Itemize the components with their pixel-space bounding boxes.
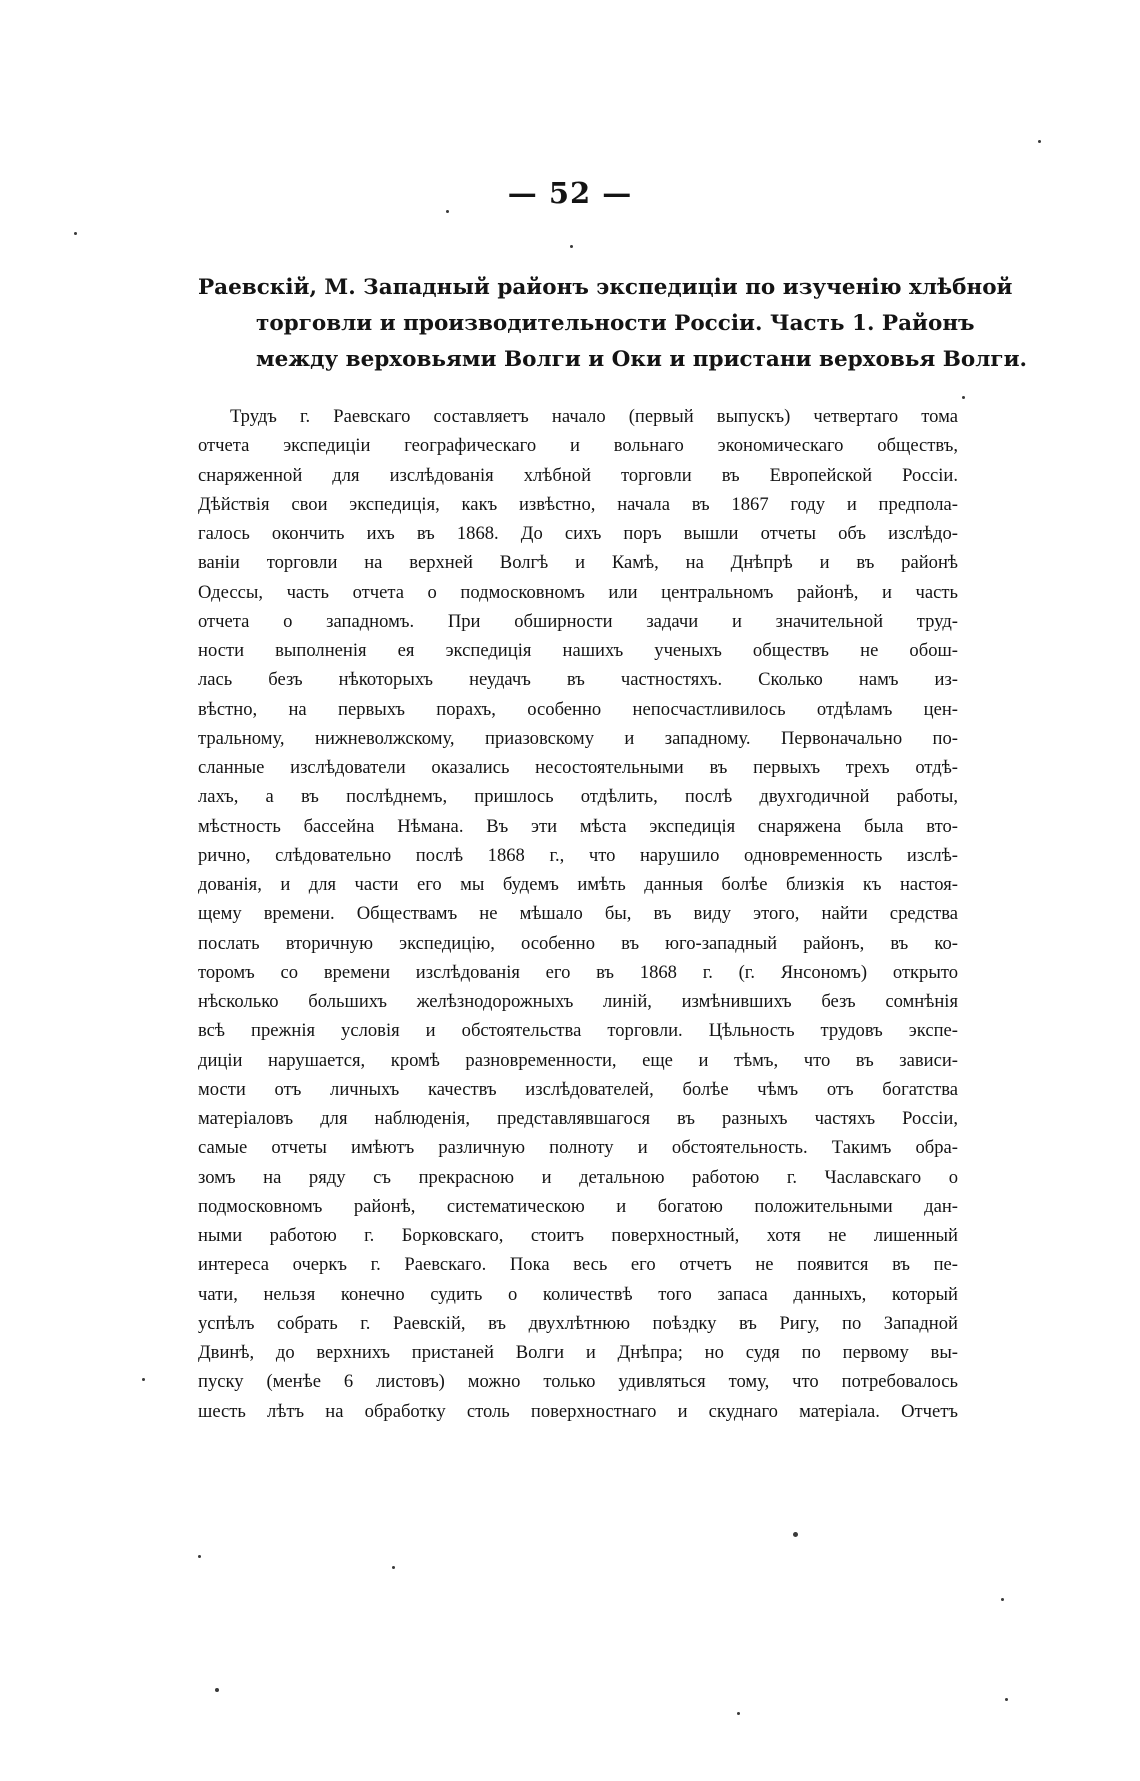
- scan-speck: [392, 1566, 395, 1569]
- scan-speck: [74, 232, 77, 235]
- heading-line: торговли и производительности Россіи. Часть 1. Районъ: [256, 311, 975, 336]
- text-line: Одессы, часть отчета о подмосковномъ или центральномъ районѣ, и часть: [198, 581, 958, 603]
- text-line: подмосковномъ районѣ, систематическою и богатою положительными дан-: [198, 1195, 958, 1217]
- scan-speck: [142, 1378, 145, 1381]
- heading-line: между верховьями Волги и Оки и пристани верховья Волги.: [256, 347, 1028, 372]
- text-line: Дѣйствія свои экспедиція, какъ извѣстно, начала въ 1867 году и предпола-: [198, 493, 958, 515]
- scan-speck: [962, 396, 965, 399]
- text-line: лась безъ нѣкоторыхъ неудачъ въ частностяхъ. Сколько намъ из-: [198, 669, 958, 691]
- text-line: матеріаловъ для наблюденія, представлявшагося въ разныхъ частяхъ Россіи,: [198, 1108, 958, 1129]
- text-line: Трудъ г. Раевскаго составляетъ начало (первый выпускъ) четвертаго тома: [230, 406, 958, 427]
- review-text: [198, 402, 958, 1426]
- scan-speck: [1005, 1698, 1008, 1701]
- scan-speck: [215, 1688, 219, 1692]
- text-line: ными работою г. Борковскаго, стоитъ поверхностный, хотя не лишенный: [198, 1225, 958, 1246]
- scan-speck: [198, 1555, 201, 1558]
- text-line: лахъ, а въ послѣднемъ, пришлось отдѣлить, послѣ двухгодичной работы,: [198, 786, 958, 808]
- text-line: интереса очеркъ г. Раевскаго. Пока весь его отчетъ не появится въ пе-: [198, 1254, 958, 1276]
- text-line: торомъ со времени изслѣдованія его въ 1868 г. (г. Янсономъ) открыто: [198, 961, 958, 983]
- text-line: нѣсколько большихъ желѣзнодорожныхъ линій, измѣнившихъ безъ сомнѣнія: [198, 991, 958, 1012]
- scan-speck: [446, 210, 449, 213]
- text-line: зомъ на ряду съ прекрасною и детальною работою г. Чаславскаго о: [198, 1166, 958, 1188]
- text-line: самые отчеты имѣютъ различную полноту и обстоятельность. Такимъ обра-: [198, 1137, 958, 1159]
- page-number: — 52 —: [507, 176, 633, 210]
- text-line: послать вторичную экспедицію, особенно въ юго-западный районъ, въ ко-: [198, 932, 958, 954]
- text-line: галось окончить ихъ въ 1868. До сихъ поръ вышли отчеты объ изслѣдо-: [198, 523, 958, 544]
- text-line: тральному, нижневолжскому, приазовскому и западному. Первоначально по-: [198, 727, 958, 749]
- scan-speck: [1038, 140, 1041, 143]
- text-line: сланные изслѣдователи оказались несостоятельными въ первыхъ трехъ отдѣ-: [198, 757, 958, 778]
- text-line: рично, слѣдовательно послѣ 1868 г., что нарушило одновременность изслѣ-: [198, 844, 958, 866]
- text-line: диціи нарушается, кромѣ разновременности, еще и тѣмъ, что въ зависи-: [198, 1049, 958, 1071]
- text-line: всѣ прежнія условія и обстоятельства торговли. Цѣльность трудовъ экспе-: [198, 1020, 958, 1042]
- scan-speck: [737, 1712, 740, 1715]
- text-line: ваніи торговли на верхней Волгѣ и Камѣ, на Днѣпрѣ и въ районѣ: [198, 552, 958, 574]
- text-line: щему времени. Обществамъ не мѣшало бы, въ виду этого, найти средства: [198, 903, 958, 925]
- text-line: шесть лѣтъ на обработку столь поверхностнаго и скуднаго матеріала. Отчетъ: [198, 1400, 958, 1422]
- scan-speck: [793, 1532, 798, 1537]
- text-line: отчета о западномъ. При обширности задачи и значительной труд-: [198, 610, 958, 632]
- heading-line: Раевскій, М. Западный районъ экспедиціи по изученію хлѣбной: [198, 275, 1013, 300]
- text-line: дованія, и для части его мы будемъ имѣть данныя болѣе близкія къ настоя-: [198, 874, 958, 895]
- text-line: снаряженной для изслѣдованія хлѣбной торговли въ Европейской Россіи.: [198, 464, 958, 486]
- text-line: пуску (менѣе 6 листовъ) можно только удивляться тому, что потребовалось: [198, 1371, 958, 1393]
- text-line: вѣстно, на первыхъ порахъ, особенно непосчастливилось отдѣламъ цен-: [198, 698, 958, 720]
- scan-speck: [570, 245, 573, 248]
- text-line: ности выполненія ея экспедиція нашихъ ученыхъ обществъ не обош-: [198, 640, 958, 661]
- text-line: мости отъ личныхъ качествъ изслѣдователей, болѣе чѣмъ отъ богатства: [198, 1078, 958, 1100]
- text-line: отчета экспедиціи географическаго и вольнаго экономическаго обществъ,: [198, 435, 958, 457]
- bibliographic-heading: [198, 270, 1028, 378]
- scan-speck: [1001, 1598, 1004, 1601]
- text-line: мѣстность бассейна Нѣмана. Въ эти мѣста экспедиція снаряжена была вто-: [198, 815, 958, 837]
- text-line: Двинѣ, до верхнихъ пристаней Волги и Днѣпра; но судя по первому вы-: [198, 1342, 958, 1363]
- text-line: чати, нельзя конечно судить о количествѣ того запаса данныхъ, который: [198, 1283, 958, 1305]
- text-line: успѣлъ собрать г. Раевскій, въ двухлѣтнюю поѣздку въ Ригу, по Западной: [198, 1312, 958, 1334]
